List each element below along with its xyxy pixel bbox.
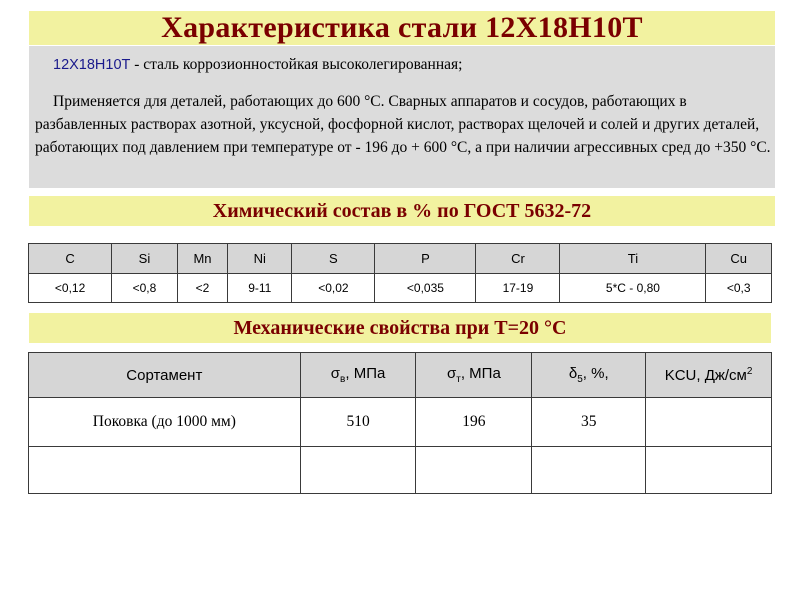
chem-value-cu: <0,3 <box>706 274 772 303</box>
grade-summary: - сталь коррозионностойкая высоколегированная; <box>130 56 463 73</box>
table-row <box>29 398 772 447</box>
page-title: Характеристика стали 12Х18Н10Т <box>161 11 643 44</box>
description-box <box>29 46 775 188</box>
chem-header-p: P <box>375 244 476 274</box>
mechanics-table <box>28 352 772 494</box>
mech-cell-assortment <box>29 447 301 494</box>
mech-cell-sigma-v <box>300 447 416 494</box>
mechanics-heading: Механические свойства при Т=20 °С <box>233 317 567 339</box>
mech-header-assortment: Сортамент <box>29 353 301 398</box>
sigma-t-subscript: т <box>456 374 461 385</box>
sigma-v-unit: , МПа <box>345 365 386 382</box>
sigma-v-subscript: в <box>340 374 346 385</box>
chem-value-ni: 9-11 <box>228 274 292 303</box>
chemistry-heading: Химический состав в % по ГОСТ 5632-72 <box>212 200 592 222</box>
mech-cell-delta: 35 <box>532 398 646 447</box>
chem-value-p: <0,035 <box>375 274 476 303</box>
kcu-label: KCU, Дж/см <box>664 367 747 384</box>
mech-cell-sigma-t: 196 <box>416 398 532 447</box>
sigma-t-symbol: σ <box>446 365 457 382</box>
application-paragraph: Применяется для деталей, работающих до 600 °С. Сварных аппаратов и сосудов, работающих в разбавленных растворах азотной, уксусной, фосфорной кислот, растворах щелочей и солей и других деталей, работающих под давлением при температуре от - 196 до + 600 °С, а при наличии агрессивных сред до +350 °С. <box>35 93 771 156</box>
chemistry-values-row <box>29 274 772 303</box>
title-bar <box>29 11 775 45</box>
chem-header-cu: Cu <box>706 244 772 274</box>
chem-value-cr: 17-19 <box>476 274 560 303</box>
delta-unit: , %, <box>582 365 609 382</box>
mech-cell-delta <box>532 447 646 494</box>
mechanics-header-row <box>29 353 772 398</box>
sigma-t-unit: , МПа <box>460 365 501 382</box>
mech-cell-assortment: Поковка (до 1000 мм) <box>29 398 301 447</box>
chem-header-si: Si <box>112 244 178 274</box>
mech-cell-kcu <box>646 447 772 494</box>
mech-cell-kcu <box>646 398 772 447</box>
chem-header-s: S <box>292 244 375 274</box>
mechanics-heading-bar <box>29 313 771 343</box>
mech-header-sigma-t <box>416 353 532 398</box>
chemistry-heading-bar <box>29 196 775 226</box>
chemistry-header-row <box>29 244 772 274</box>
grade-line <box>53 56 462 74</box>
chem-header-ti: Ti <box>560 244 706 274</box>
sigma-v-symbol: σ <box>330 365 341 382</box>
chem-header-ni: Ni <box>228 244 292 274</box>
chem-header-mn: Mn <box>177 244 228 274</box>
mech-header-kcu <box>646 353 772 398</box>
grade-name: 12Х18Н10Т <box>53 57 131 73</box>
chem-value-mn: <2 <box>177 274 228 303</box>
table-row <box>29 447 772 494</box>
chem-value-si: <0,8 <box>112 274 178 303</box>
chemistry-table <box>28 243 772 303</box>
mech-header-sigma-v <box>300 353 416 398</box>
chem-header-cr: Cr <box>476 244 560 274</box>
chem-value-s: <0,02 <box>292 274 375 303</box>
chem-value-c: <0,12 <box>29 274 112 303</box>
mech-cell-sigma-v: 510 <box>300 398 416 447</box>
mech-cell-sigma-t <box>416 447 532 494</box>
chem-header-c: C <box>29 244 112 274</box>
chem-value-ti: 5*C - 0,80 <box>560 274 706 303</box>
kcu-superscript: 2 <box>746 366 753 377</box>
mech-header-delta <box>532 353 646 398</box>
delta-subscript: 5 <box>577 374 583 385</box>
delta-symbol: δ <box>568 365 578 382</box>
